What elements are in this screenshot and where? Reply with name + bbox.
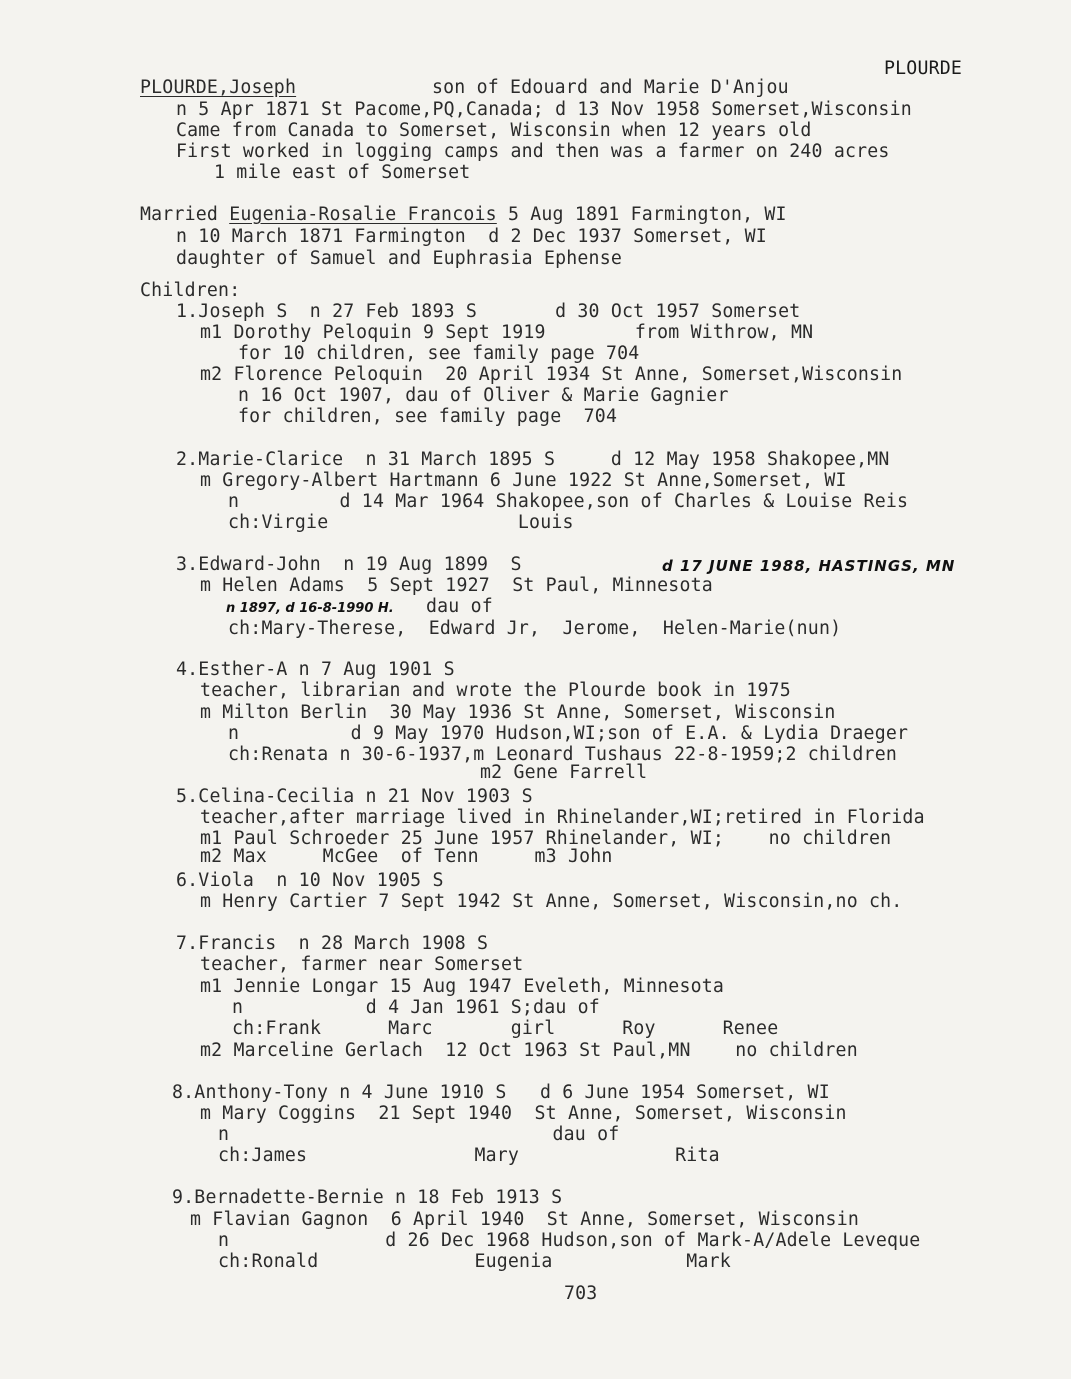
- child-entry-line: for 10 children, see family page 704: [238, 343, 640, 364]
- child-entry-line: 8.Anthony-Tony n 4 June 1910 S d 6 June 1954 Somerset, WI: [172, 1082, 830, 1103]
- child-entry-line: ch:Renata n 30-6-1937,m Leonard Tushaus 22-8-1959;2 children: [228, 744, 897, 765]
- child-entry-line: m1 Paul Schroeder 25 June 1957 Rhinelander, WI; no children: [200, 828, 892, 849]
- subject-bio-line: 1 mile east of Somerset: [214, 162, 471, 183]
- child-entry-line: 7.Francis n 28 March 1908 S: [176, 933, 489, 954]
- handwritten-annotation: d 17 JUNE 1988, HASTINGS, MN: [662, 557, 956, 575]
- child-entry-line: n d 9 May 1970 Hudson,WI;son of E.A. & Lydia Draeger: [228, 723, 909, 744]
- child-entry-line: ch:Frank Marc girl Roy Renee: [232, 1018, 779, 1039]
- marriage-line: [140, 204, 787, 225]
- child-entry-line: m Gregory-Albert Hartmann 6 June 1922 St Anne,Somerset, WI: [200, 470, 847, 491]
- spouse-birth-death: n 10 March 1871 Farmington d 2 Dec 1937 Somerset, WI: [176, 226, 767, 247]
- child-entry-line: n dau of: [218, 1124, 620, 1145]
- child-entry-line: m Helen Adams 5 Sept 1927 St Paul, Minnesota: [200, 575, 713, 596]
- child-entry-line: n d 4 Jan 1961 S;dau of: [232, 997, 600, 1018]
- handwritten-annotation: n 1897, d 16-8-1990 H.: [226, 601, 394, 616]
- child-entry-line: ch:James Mary Rita: [218, 1145, 720, 1166]
- subject-parents: son of Edouard and Marie D'Anjou: [432, 77, 789, 98]
- child-entry-line: 9.Bernadette-Bernie n 18 Feb 1913 S: [172, 1187, 563, 1208]
- child-entry-line: ch:Ronald Eugenia Mark: [218, 1251, 731, 1272]
- child-entry-line: ch:Mary-Therese, Edward Jr, Jerome, Helen-Marie(nun): [228, 618, 842, 639]
- surname-heading: PLOURDE: [884, 58, 963, 79]
- child-entry-line: teacher, farmer near Somerset: [200, 954, 524, 975]
- subject-bio-line: Came from Canada to Somerset, Wisconsin when 12 years old: [176, 120, 812, 141]
- child-entry-line: for children, see family page 704: [238, 406, 618, 427]
- child-entry-line: m1 Dorothy Peloquin 9 Sept 1919 from Withrow, MN: [200, 322, 814, 343]
- child-entry-line: m2 Max McGee of Tenn m3 John: [200, 846, 613, 867]
- spouse-parents: daughter of Samuel and Euphrasia Ephense: [176, 248, 622, 269]
- page-number: 703: [564, 1283, 598, 1304]
- child-entry-line: ch:Virgie Louis: [228, 512, 574, 533]
- child-entry-line: 6.Viola n 10 Nov 1905 S: [176, 870, 444, 891]
- child-entry-line: teacher, librarian and wrote the Plourde book in 1975: [200, 680, 791, 701]
- marriage-date-place: 5 Aug 1891 Farmington, WI: [496, 204, 787, 225]
- child-entry-line: m Henry Cartier 7 Sept 1942 St Anne, Somerset, Wisconsin,no ch.: [200, 891, 903, 912]
- subject-name: PLOURDE,Joseph: [140, 77, 297, 98]
- child-entry-line: 2.Marie-Clarice n 31 March 1895 S d 12 May 1958 Shakopee,MN: [176, 449, 890, 470]
- subject-birth-death: n 5 Apr 1871 St Pacome,PQ,Canada; d 13 Nov 1958 Somerset,Wisconsin: [176, 99, 912, 120]
- child-entry-line: 3.Edward-John n 19 Aug 1899 S: [176, 554, 522, 575]
- children-label: Children:: [140, 280, 241, 301]
- marriage-prefix: Married: [140, 204, 230, 225]
- child-entry-line: m Mary Coggins 21 Sept 1940 St Anne, Somerset, Wisconsin: [200, 1103, 847, 1124]
- child-entry-line: teacher,after marriage lived in Rhinelander,WI;retired in Florida: [200, 807, 925, 828]
- child-entry-line: 4.Esther-A n 7 Aug 1901 S: [176, 659, 455, 680]
- child-entry-line: n 16 Oct 1907, dau of Oliver & Marie Gagnier: [238, 385, 729, 406]
- child-entry-line: m Milton Berlin 30 May 1936 St Anne, Somerset, Wisconsin: [200, 702, 836, 723]
- child-entry-line: m2 Florence Peloquin 20 April 1934 St Anne, Somerset,Wisconsin: [200, 364, 903, 385]
- child-entry-line: m2 Gene Farrell: [480, 762, 648, 783]
- spouse-name: Eugenia-Rosalie Francois: [229, 204, 497, 225]
- child-entry-line: 1.Joseph S n 27 Feb 1893 S d 30 Oct 1957 Somerset: [176, 301, 801, 322]
- child-entry-line: m Flavian Gagnon 6 April 1940 St Anne, Somerset, Wisconsin: [190, 1209, 859, 1230]
- child-entry-line: n d 14 Mar 1964 Shakopee,son of Charles & Louise Reis: [228, 491, 909, 512]
- subject-bio-line: First worked in logging camps and then was a farmer on 240 acres: [176, 141, 890, 162]
- child-entry-line: dau of: [426, 596, 493, 617]
- child-entry-line: m1 Jennie Longar 15 Aug 1947 Eveleth, Minnesota: [200, 976, 725, 997]
- child-entry-line: m2 Marceline Gerlach 12 Oct 1963 St Paul,MN no children: [200, 1040, 858, 1061]
- child-entry-line: 5.Celina-Cecilia n 21 Nov 1903 S: [176, 786, 533, 807]
- child-entry-line: n d 26 Dec 1968 Hudson,son of Mark-A/Adele Leveque: [218, 1230, 921, 1251]
